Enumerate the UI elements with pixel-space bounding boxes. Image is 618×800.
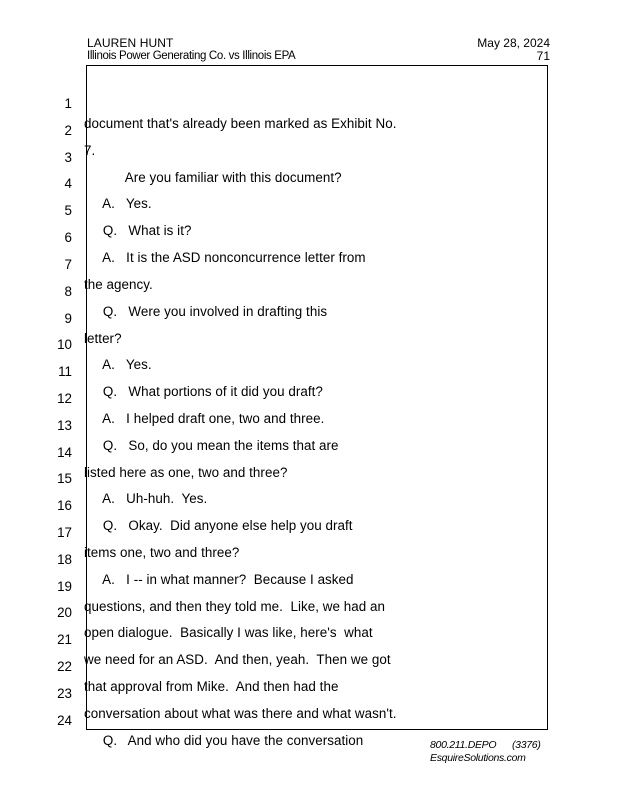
line-text: open dialogue. Basically I was like, here's what [84,625,373,640]
page-number: 71 [536,49,550,63]
line-number: 20 [57,605,72,620]
line-number: 19 [57,579,72,594]
line-number: 4 [64,176,72,191]
line-text: the agency. [84,277,153,292]
line-text: 7. [84,143,96,158]
line-text: A. It is the ASD nonconcurrence letter from [84,250,366,265]
line-text: A. I helped draft one, two and three. [84,411,325,426]
page-footer [430,739,541,765]
line-text: questions, and then they told me. Like, we had an [84,599,386,614]
line-number: 23 [57,686,72,701]
line-text: A. Yes. [84,196,152,211]
line-text: we need for an ASD. And then, yeah. Then we got [84,652,391,667]
line-number: 17 [57,525,72,540]
line-number: 13 [57,418,72,433]
page-header-right [477,37,550,63]
line-text: Q. What portions of it did you draft? [84,384,323,399]
line-number: 12 [57,391,72,406]
line-number: 2 [64,123,72,138]
footer-phone-row [430,739,541,752]
line-text: Q. So, do you mean the items that are [84,438,339,453]
transcript-line [0,128,560,185]
line-number: 15 [57,471,72,486]
line-number: 22 [57,659,72,674]
line-number: 1 [64,96,72,111]
line-number: 14 [57,445,72,460]
line-text: Q. Were you involved in drafting this [84,304,328,319]
deposition-date: May 28, 2024 [477,36,550,50]
footer-phone-alt: (3376) [511,739,541,751]
line-text: Q. And who did you have the conversation [84,733,364,748]
transcript-line [0,74,560,131]
line-text: conversation about what was there and what wasn't. [84,706,397,721]
line-number: 6 [64,230,72,245]
line-text: Q. Okay. Did anyone else help you draft [84,518,353,533]
line-text: that approval from Mike. And then had the [84,679,339,694]
line-number: 3 [64,150,72,165]
case-title: Illinois Power Generating Co. vs Illinois EPA [87,50,296,62]
line-text: listed here as one, two and three? [84,465,288,480]
page-header-left [87,37,295,63]
witness-name: LAUREN HUNT [87,36,174,50]
line-text: A. I -- in what manner? Because I asked [84,572,354,587]
line-number: 24 [57,713,72,728]
line-number: 21 [57,632,72,647]
line-number: 11 [58,364,72,379]
line-text: items one, two and three? [84,545,240,560]
line-text: Are you familiar with this document? [84,170,342,185]
line-number: 18 [57,552,72,567]
line-number: 8 [64,284,72,299]
line-number: 7 [64,257,72,272]
line-text: A. Yes. [84,357,152,372]
line-text: letter? [84,331,122,346]
footer-phone: 800.211.DEPO [430,739,497,751]
line-text: A. Uh-huh. Yes. [84,491,208,506]
line-text: document that's already been marked as Exhibit No. [84,116,397,131]
line-number: 5 [64,203,72,218]
line-text: Q. What is it? [84,223,192,238]
footer-website: EsquireSolutions.com [430,752,526,764]
line-number: 16 [57,498,72,513]
line-number: 9 [64,311,72,326]
line-number: 10 [57,337,72,352]
